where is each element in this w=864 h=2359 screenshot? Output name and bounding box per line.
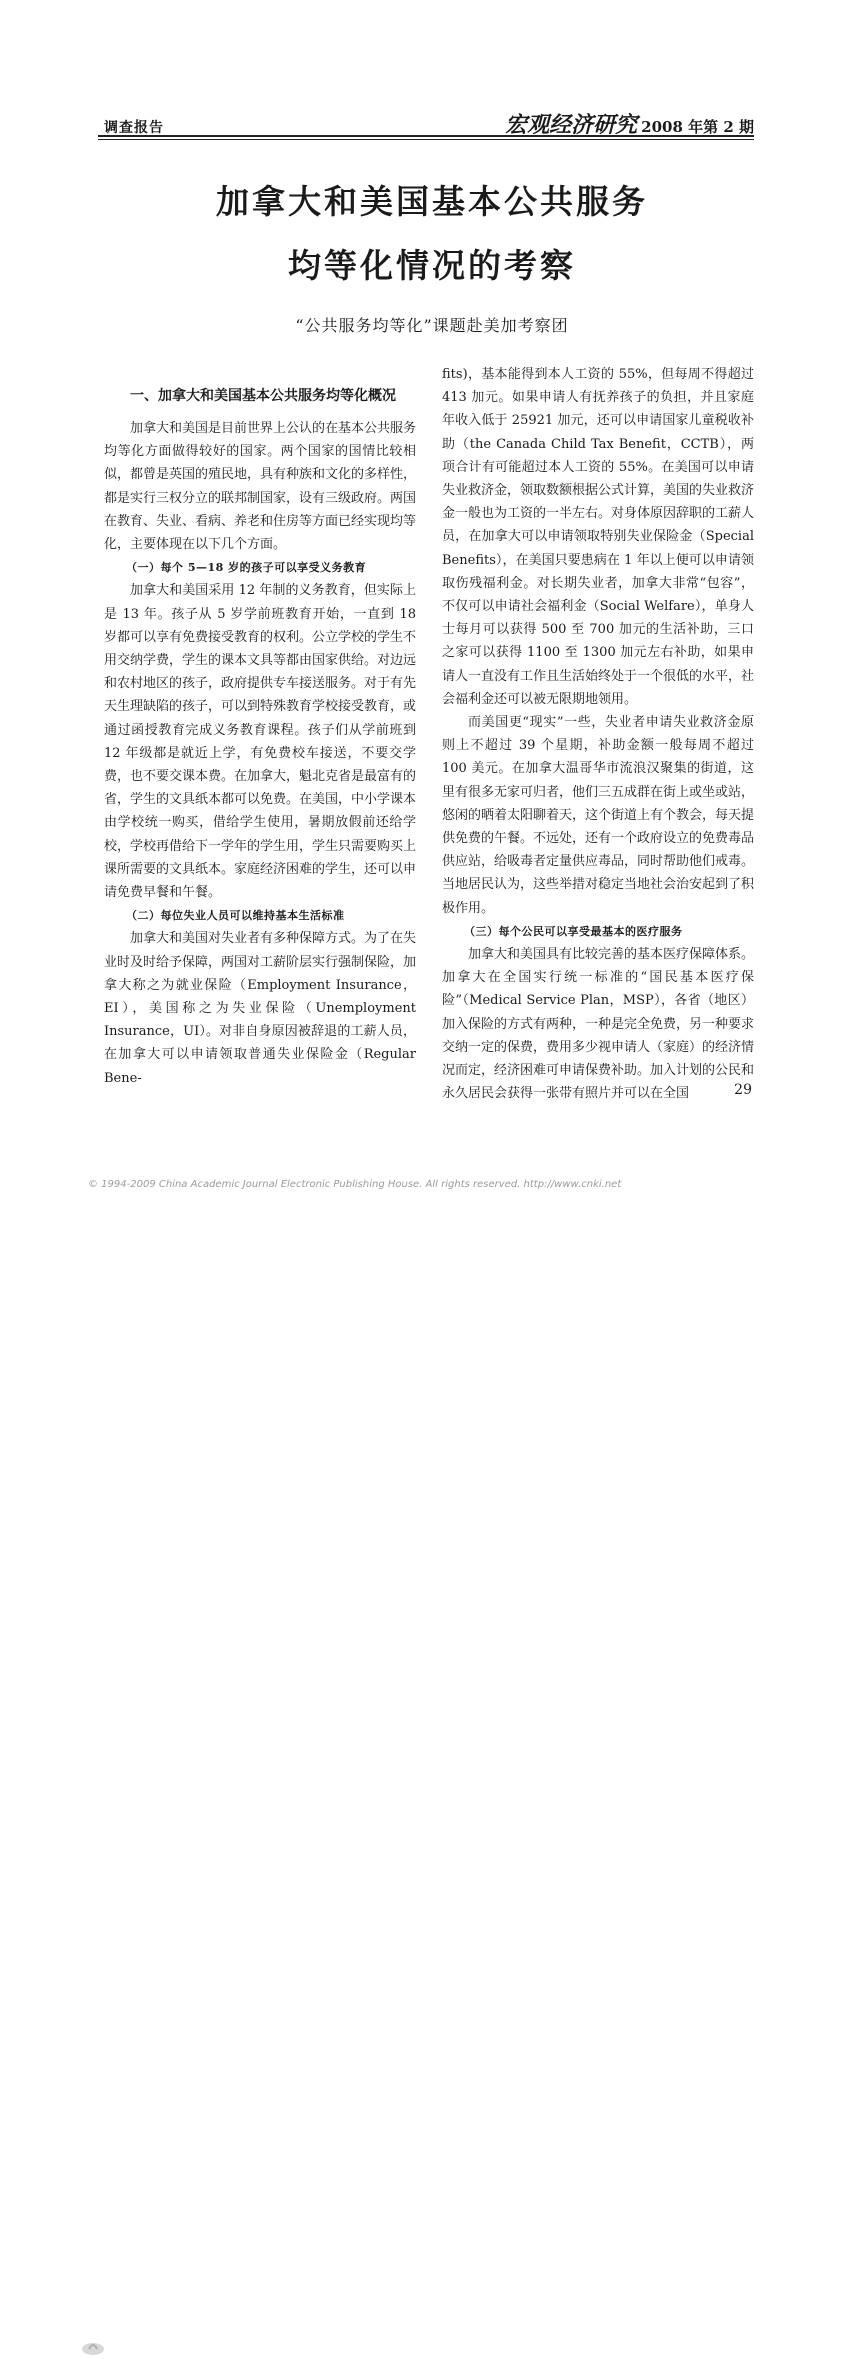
subsection-heading: （二）每位失业人员可以维持基本生活标准	[126, 909, 345, 923]
header-rule-thin	[98, 139, 754, 140]
cnki-logo-icon	[80, 2337, 106, 2359]
paragraph: 加拿大和美国采用 12 年制的义务教育，但实际上是 13 年。孩子从 5 岁学前班教育开始，一直到 18 岁都可以享有免费接受教育的权利。公立学校的学生不用交纳学费，学生的课本文具等都由国家供给。对边远和农村地区的孩子，政府提供专车接送服务。对于有先天生理缺陷的孩子，可以到特殊教育学校接受教育，或通过函授教育完成义务教育课程。孩子们从学前班到 12 年级都是就近上学，有免费校车接送，不要交学费，也不要交课本费。在加拿大，魁北克省是最富有的省，学生的文具纸本都可以免费。在美国，中小学课本由学校统一购买，借给学生使用，暑期放假前还给学校，学校再借给下一学年的学生用，学生只需要购买上课所需要的文具纸本。家庭经济困难的学生，还可以申请免费早餐和午餐。	[104, 583, 417, 901]
journal-name: 宏观经济研究	[505, 112, 638, 138]
header-rule	[98, 135, 754, 137]
page-number: 29	[734, 1082, 752, 1098]
paragraph: 而美国更“现实”一些，失业者申请失业救济金原则上不超过 39 个星期，补助金额一般每周不超过 100 美元。在加拿大温哥华市流浪汉聚集的街道，这里有很多无家可归者，他们三五成群在街上或坐或站，悠闲的晒着太阳聊着天，这个街道上有个教会，每天提供免费的午餐。不远处，还有一个政府设立的免费毒品供应站，给吸毒者定量供应毒品，同时帮助他们戒毒。当地居民认为，这些举措对稳定当地社会治安起到了积极作用。	[442, 715, 755, 916]
article-title-line1: 加拿大和美国基本公共服务	[216, 182, 648, 221]
left-column	[104, 384, 416, 1090]
subsection-heading: （三）每个公民可以享受最基本的医疗服务	[464, 924, 683, 938]
paragraph: 加拿大和美国具有比较完善的基本医疗保障体系。加拿大在全国实行统一标准的“国民基本医疗保险”（Medical Service Plan，MSP），各省（地区）加入保险的方式有两种，一种是完全免费，另一种要求交纳一定的保费，费用多少视申请人（家庭）的经济情况而定，经济困难可申请保费补助。加入计划的公民和永久居民会获得一张带有照片并可以在全国	[442, 947, 755, 1102]
section-label: 调查报告	[104, 120, 164, 136]
article-title-line2: 均等化情况的考察	[288, 246, 576, 285]
article-byline: “公共服务均等化”课题赴美加考察团	[295, 316, 569, 335]
right-column	[442, 363, 754, 1106]
paragraph: 加拿大和美国对失业者有多种保障方式。为了在失业时及时给予保障，两国对工薪阶层实行强制保险，加拿大称之为就业保险（Employment Insurance，EI），美国称之为失业保险（Unemployment Insurance，UI）。对非自身原因被辞退的工薪人员，在加拿大可以申请领取普通失业保险金（Regular Bene-	[104, 931, 417, 1086]
copyright-text: © 1994-2009 China Academic Journal Electronic Publishing House. All rights reserved. http://www.cnki.net	[88, 1179, 622, 1190]
issue-label: 2008 年第 2 期	[641, 118, 754, 136]
paragraph: fits)，基本能得到本人工资的 55%，但每周不得超过 413 加元。如果申请人有抚养孩子的负担，并且家庭年收入低于 25921 加元，还可以申请国家儿童税收补助（the Canada Child Tax Benefit，CCTB），两项合计有可能超过本人工资的 55%。在美国可以申请失业救济金，领取数额根据公式计算，美国的失业救济金一般也为工资的一半左右。对身体原因辞职的工薪人员，在加拿大可以申请领取特别失业保险金（Special Benefits），在美国只要患病在 1 年以上便可以申请领取伤残福利金。对长期失业者，加拿大非常“包容”，不仅可以申请社会福利金（Social Welfare），单身人士每月可以获得 500 至 700 加元的生活补助，三口之家可以获得 1100 至 1300 加元左右补助，如果申请人一直没有工作且生活始终处于一个很低的水平，社会福利金还可以被无限期地领用。	[442, 367, 755, 707]
subsection-heading: （一）每个 5—18 岁的孩子可以享受义务教育	[126, 561, 367, 575]
paragraph: 加拿大和美国是目前世界上公认的在基本公共服务均等化方面做得较好的国家。两个国家的国情比较相似，都曾是英国的殖民地，具有种族和文化的多样性，都是实行三权分立的联邦制国家，设有三级政府。两国在教育、失业、看病、养老和住房等方面已经实现均等化，主要体现在以下几个方面。	[104, 421, 417, 553]
section-heading: 一、加拿大和美国基本公共服务均等化概况	[130, 388, 396, 404]
